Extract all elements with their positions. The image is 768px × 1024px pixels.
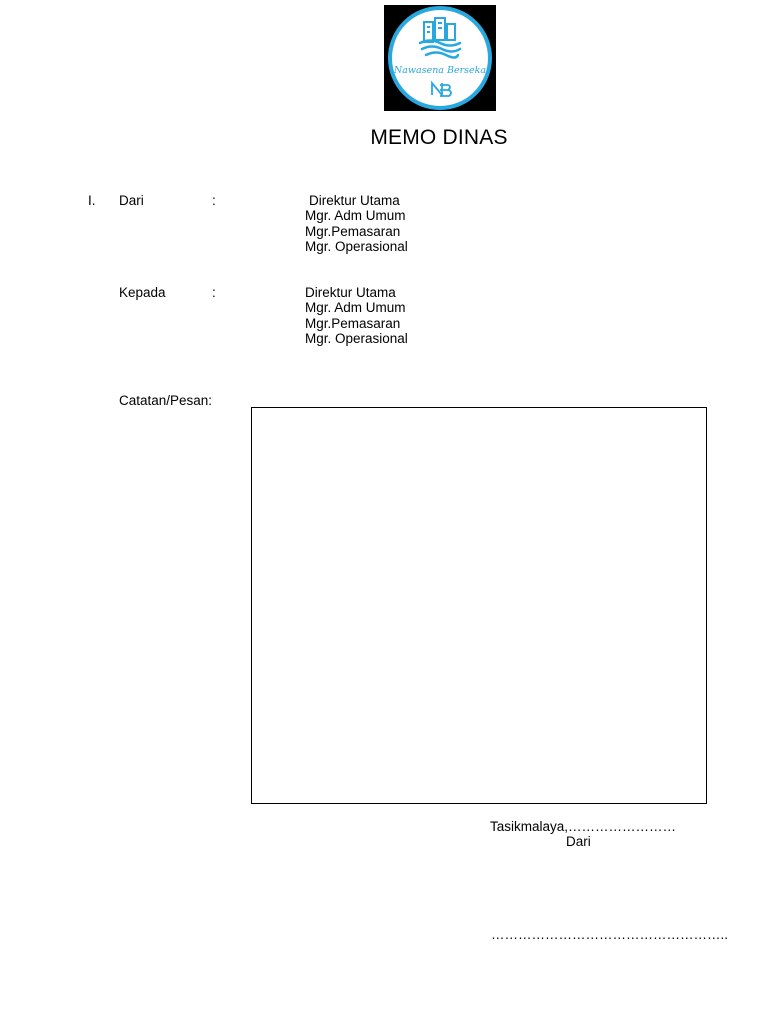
signature-name-line: …………………………………………….. xyxy=(491,927,729,942)
company-logo xyxy=(384,5,496,111)
building-waves-icon xyxy=(384,5,496,111)
to-colon: : xyxy=(212,285,216,300)
from-recipient-item: Mgr. Adm Umum xyxy=(305,208,406,224)
to-recipient-list xyxy=(305,285,408,346)
to-recipient-item: Mgr.Pemasaran xyxy=(305,315,401,331)
place-date: Tasikmalaya,…………………… xyxy=(490,819,677,834)
signature-from-label: Dari xyxy=(566,834,591,849)
notes-box[interactable] xyxy=(251,407,707,804)
from-recipient-list xyxy=(305,193,408,254)
from-recipient-item: Mgr. Operasional xyxy=(305,238,408,254)
to-recipient-item: Direktur Utama xyxy=(305,285,396,300)
to-recipient-item: Mgr. Operasional xyxy=(305,330,408,346)
to-label: Kepada xyxy=(119,285,166,300)
from-recipient-item: Mgr.Pemasaran xyxy=(305,223,401,239)
from-recipient-item: Direktur Utama xyxy=(309,193,400,208)
logo-brand-text: Nawasena Berseka xyxy=(393,65,487,76)
from-colon: : xyxy=(212,193,216,208)
memo-title: MEMO DINAS xyxy=(370,126,508,149)
section-number: I. xyxy=(88,193,96,208)
notes-label: Catatan/Pesan: xyxy=(119,393,213,408)
from-label: Dari xyxy=(119,193,144,208)
to-recipient-item: Mgr. Adm Umum xyxy=(305,300,406,316)
